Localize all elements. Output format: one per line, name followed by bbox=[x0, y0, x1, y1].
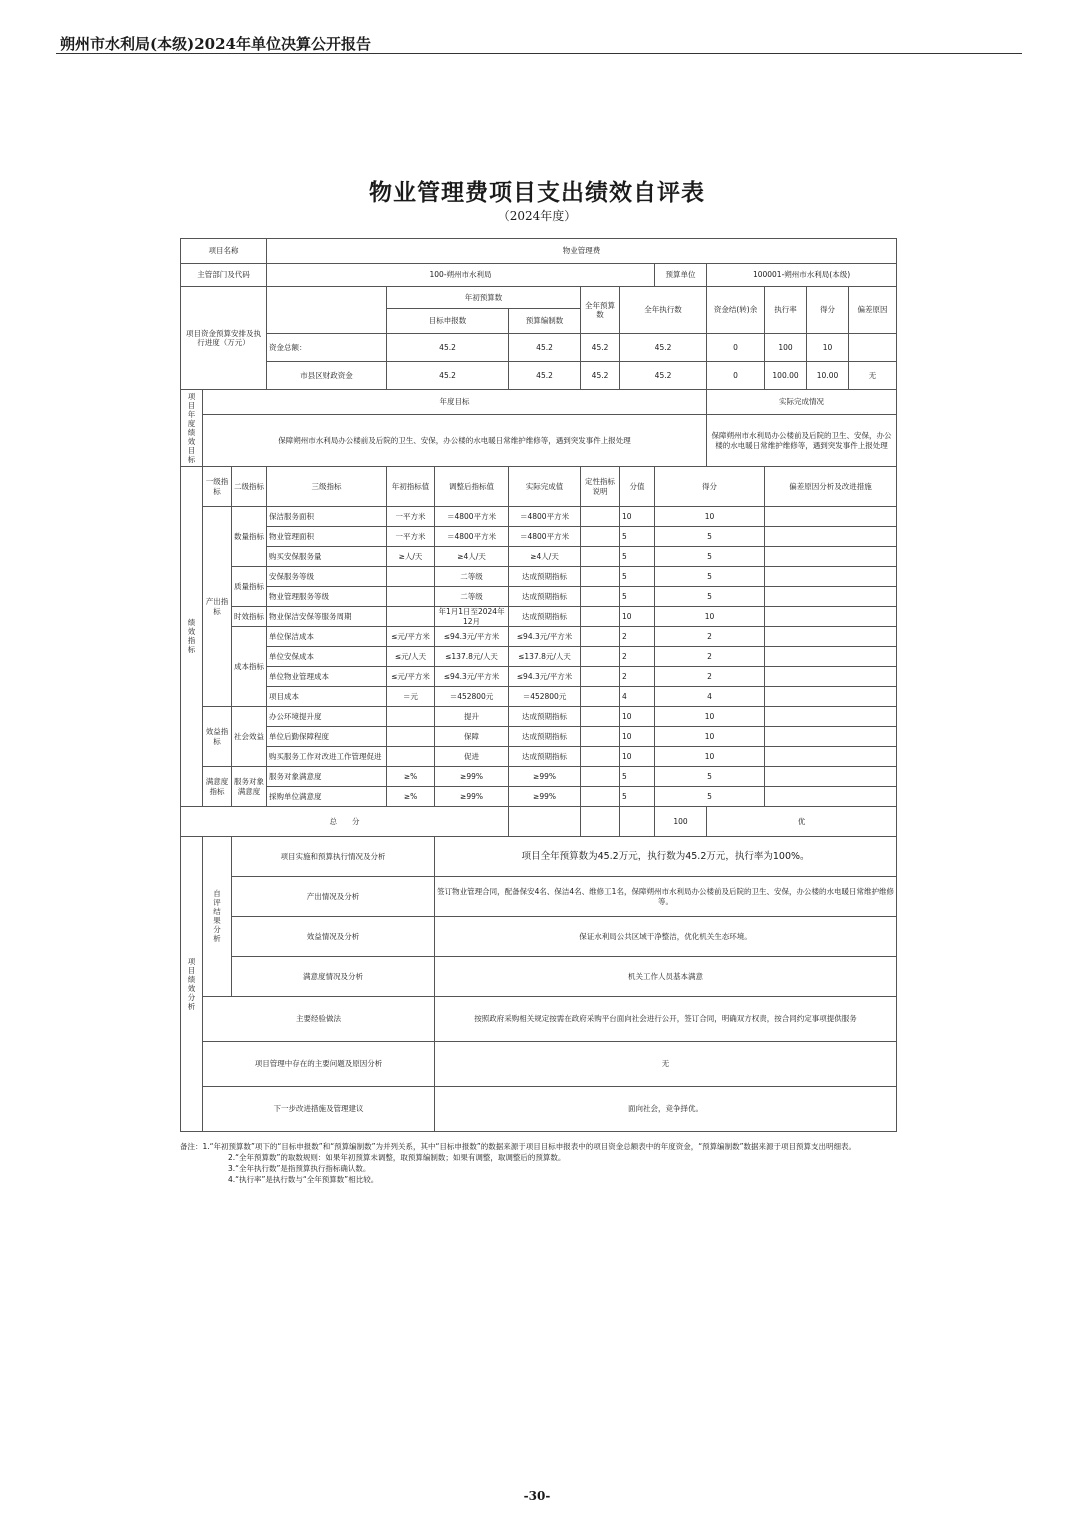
funds-section-label: 项目资金预算安排及执行进度（万元） bbox=[181, 287, 267, 390]
funds-row-full-year: 45.2 bbox=[581, 334, 620, 362]
ind-l3: 服务对象满意度 bbox=[267, 767, 387, 787]
ind-weight: 2 bbox=[620, 667, 655, 687]
funds-header-reason: 偏差原因 bbox=[849, 287, 897, 334]
ind-actual: 达成预期指标 bbox=[509, 747, 581, 767]
ind-analysis bbox=[765, 747, 897, 767]
ind-adjusted: ＝4800平方米 bbox=[435, 527, 509, 547]
analysis-other-value: 按照政府采购相关规定按需在政府采购平台面向社会进行公开，签订合同，明确双方权责，按合同约定事项提供服务 bbox=[435, 997, 897, 1042]
ind-weight: 2 bbox=[620, 627, 655, 647]
ind-adjusted: ≥99% bbox=[435, 787, 509, 807]
ind-score: 2 bbox=[655, 627, 765, 647]
ind-score: 10 bbox=[655, 727, 765, 747]
ind-header-analysis: 偏差原因分析及改进措施 bbox=[765, 467, 897, 507]
ind-actual: 达成预期指标 bbox=[509, 587, 581, 607]
ind-score: 5 bbox=[655, 767, 765, 787]
ind-l3: 购买安保服务量 bbox=[267, 547, 387, 567]
ind-adjusted: 促进 bbox=[435, 747, 509, 767]
l2-cost: 成本指标 bbox=[232, 627, 267, 707]
ind-weight: 2 bbox=[620, 647, 655, 667]
ind-initial: 一平方米 bbox=[387, 527, 435, 547]
total-label: 总 分 bbox=[181, 807, 509, 837]
analysis-other-value: 无 bbox=[435, 1042, 897, 1087]
note-line: 3.“全年执行数”是指预算执行指标确认数。 bbox=[228, 1163, 371, 1173]
total-blank-1 bbox=[509, 807, 581, 837]
ind-actual: ＝4800平方米 bbox=[509, 527, 581, 547]
analysis-other-label: 主要经验做法 bbox=[203, 997, 435, 1042]
analysis-section-label: 项目绩效分析 bbox=[181, 837, 203, 1132]
analysis-label: 产出情况及分析 bbox=[232, 877, 435, 917]
ind-header-initial: 年初指标值 bbox=[387, 467, 435, 507]
ind-header-score: 得分 bbox=[655, 467, 765, 507]
ind-score: 5 bbox=[655, 527, 765, 547]
funds-header-balance: 资金结(转)余 bbox=[707, 287, 765, 334]
ind-l3: 採购单位满意度 bbox=[267, 787, 387, 807]
ind-weight: 5 bbox=[620, 787, 655, 807]
self-eval-label: 自评结果分析 bbox=[203, 837, 232, 997]
ind-qual bbox=[581, 747, 620, 767]
funds-header-target: 目标申报数 bbox=[387, 309, 509, 334]
ind-l3: 保洁服务面积 bbox=[267, 507, 387, 527]
goal-section-label: 项目年度绩效目标 bbox=[181, 390, 203, 467]
l2-social: 社会效益 bbox=[232, 707, 267, 767]
ind-weight: 10 bbox=[620, 747, 655, 767]
funds-row-score: 10.00 bbox=[807, 362, 849, 390]
ind-header-weight: 分值 bbox=[620, 467, 655, 507]
funds-row-label: 资金总额： bbox=[267, 334, 387, 362]
ind-score: 10 bbox=[655, 507, 765, 527]
ind-qual bbox=[581, 687, 620, 707]
ind-analysis bbox=[765, 787, 897, 807]
ind-l3: 办公环境提升度 bbox=[267, 707, 387, 727]
funds-row-rate: 100 bbox=[765, 334, 807, 362]
ind-adjusted: 二等级 bbox=[435, 587, 509, 607]
ind-analysis bbox=[765, 507, 897, 527]
ind-initial: 一平方米 bbox=[387, 507, 435, 527]
ind-l3: 单位物业管理成本 bbox=[267, 667, 387, 687]
ind-adjusted: ≤94.3元/平方米 bbox=[435, 627, 509, 647]
ind-score: 2 bbox=[655, 647, 765, 667]
ind-header-qual: 定性指标说明 bbox=[581, 467, 620, 507]
ind-qual bbox=[581, 707, 620, 727]
ind-qual bbox=[581, 547, 620, 567]
funds-header-blank bbox=[267, 287, 387, 334]
note-line: 2.“全年预算数”的取数规则：如果年初预算未调整，取预算编制数；如果有调整，取调整后的预算数。 bbox=[228, 1152, 566, 1162]
ind-score: 10 bbox=[655, 707, 765, 727]
ind-actual: 达成预期指标 bbox=[509, 707, 581, 727]
ind-adjusted: 二等级 bbox=[435, 567, 509, 587]
l1-output: 产出指标 bbox=[203, 507, 232, 707]
ind-analysis bbox=[765, 627, 897, 647]
ind-score: 5 bbox=[655, 547, 765, 567]
funds-row-budget: 45.2 bbox=[509, 334, 581, 362]
ind-qual bbox=[581, 507, 620, 527]
project-name-value: 物业管理费 bbox=[267, 239, 897, 264]
total-blank-2 bbox=[581, 807, 620, 837]
actual-text: 保障朔州市水利局办公楼前及后院的卫生、安保，办公楼的水电暖日常维护维修等，遇到突发事件上报处理 bbox=[707, 415, 897, 467]
analysis-other-label: 下一步改进措施及管理建议 bbox=[203, 1087, 435, 1132]
ind-actual: ≥99% bbox=[509, 787, 581, 807]
ind-l3: 物业管理服务等级 bbox=[267, 587, 387, 607]
ind-header-actual: 实际完成值 bbox=[509, 467, 581, 507]
ind-score: 5 bbox=[655, 567, 765, 587]
ind-adjusted: 年1月1日至2024年12月 bbox=[435, 607, 509, 627]
ind-l3: 单位保洁成本 bbox=[267, 627, 387, 647]
ind-initial: ≥% bbox=[387, 787, 435, 807]
analysis-label: 效益情况及分析 bbox=[232, 917, 435, 957]
ind-weight: 5 bbox=[620, 587, 655, 607]
ind-qual bbox=[581, 647, 620, 667]
ind-analysis bbox=[765, 767, 897, 787]
total-blank-3 bbox=[620, 807, 655, 837]
ind-score: 5 bbox=[655, 587, 765, 607]
analysis-value: 项目全年预算数为45.2万元，执行数为45.2万元，执行率为100%。 bbox=[435, 837, 897, 877]
ind-adjusted: 保障 bbox=[435, 727, 509, 747]
ind-weight: 10 bbox=[620, 607, 655, 627]
l2-quality: 质量指标 bbox=[232, 567, 267, 607]
notes bbox=[180, 1142, 896, 1186]
ind-adjusted: ≤137.8元/人天 bbox=[435, 647, 509, 667]
page-title: 物业管理费项目支出绩效自评表 bbox=[369, 179, 705, 206]
funds-row-balance: 0 bbox=[707, 362, 765, 390]
analysis-value: 签订物业管理合同，配备保安4名、保洁4名、维修工1名，保障朔州市水利局办公楼前及后院的卫生、安保，办公楼的水电暖日常维护维修等。 bbox=[435, 877, 897, 917]
funds-header-score: 得分 bbox=[807, 287, 849, 334]
ind-l3: 单位安保成本 bbox=[267, 647, 387, 667]
ind-analysis bbox=[765, 587, 897, 607]
note-line: 4.“执行率”是执行数与“全年预算数”相比较。 bbox=[228, 1174, 379, 1184]
l2-service: 服务对象满意度 bbox=[232, 767, 267, 807]
analysis-label: 满意度情况及分析 bbox=[232, 957, 435, 997]
ind-header-l1: 一级指标 bbox=[203, 467, 232, 507]
ind-l3: 安保服务等级 bbox=[267, 567, 387, 587]
l1-satisfaction: 满意度指标 bbox=[203, 767, 232, 807]
ind-analysis bbox=[765, 547, 897, 567]
ind-qual bbox=[581, 627, 620, 647]
funds-header-budget: 预算编制数 bbox=[509, 309, 581, 334]
ind-actual: 达成预期指标 bbox=[509, 727, 581, 747]
ind-score: 2 bbox=[655, 667, 765, 687]
ind-qual bbox=[581, 527, 620, 547]
goal-text: 保障朔州市水利局办公楼前及后院的卫生、安保，办公楼的水电暖日常维护维修等，遇到突发事件上报处理 bbox=[203, 415, 707, 467]
funds-row-balance: 0 bbox=[707, 334, 765, 362]
ind-qual bbox=[581, 667, 620, 687]
ind-initial: ＝元 bbox=[387, 687, 435, 707]
l2-time: 时效指标 bbox=[232, 607, 267, 627]
funds-row-full-year: 45.2 bbox=[581, 362, 620, 390]
ind-score: 10 bbox=[655, 747, 765, 767]
ind-actual: 达成预期指标 bbox=[509, 607, 581, 627]
ind-initial: ≥% bbox=[387, 767, 435, 787]
funds-header-initial: 年初预算数 bbox=[387, 287, 581, 309]
dept-label: 主管部门及代码 bbox=[181, 264, 267, 287]
ind-l3: 物业管理面积 bbox=[267, 527, 387, 547]
ind-initial: ≤元/平方米 bbox=[387, 667, 435, 687]
ind-weight: 10 bbox=[620, 707, 655, 727]
ind-l3: 单位后勤保障程度 bbox=[267, 727, 387, 747]
ind-analysis bbox=[765, 667, 897, 687]
actual-header: 实际完成情况 bbox=[707, 390, 897, 415]
ind-adjusted: ＝4800平方米 bbox=[435, 507, 509, 527]
ind-qual bbox=[581, 587, 620, 607]
page-number: -30- bbox=[523, 1489, 551, 1503]
header-rule bbox=[56, 53, 1022, 54]
ind-initial bbox=[387, 587, 435, 607]
ind-actual: ≤94.3元/平方米 bbox=[509, 627, 581, 647]
ind-header-adjusted: 调整后指标值 bbox=[435, 467, 509, 507]
funds-row-target: 45.2 bbox=[387, 334, 509, 362]
ind-analysis bbox=[765, 647, 897, 667]
analysis-label: 项目实施和预算执行情况及分析 bbox=[232, 837, 435, 877]
ind-initial bbox=[387, 707, 435, 727]
page-subtitle: （2024年度） bbox=[497, 209, 577, 223]
ind-adjusted: 提升 bbox=[435, 707, 509, 727]
ind-actual: ≥99% bbox=[509, 767, 581, 787]
funds-row-target: 45.2 bbox=[387, 362, 509, 390]
funds-header-full-year: 全年预算数 bbox=[581, 287, 620, 334]
ind-adjusted: ≥99% bbox=[435, 767, 509, 787]
ind-initial: ≤元/平方米 bbox=[387, 627, 435, 647]
l2-quantity: 数量指标 bbox=[232, 507, 267, 567]
ind-weight: 10 bbox=[620, 507, 655, 527]
note-line: 备注：1.“年初预算数”项下的“目标申报数”和“预算编制数”为并列关系，其中“目标申报数”的数据来源于项目目标申报表中的项目资金总额表中的年度资金，“预算编制数”数据来源于项目预算支出明细表。 bbox=[180, 1142, 857, 1151]
l1-effect: 效益指标 bbox=[203, 707, 232, 767]
ind-initial bbox=[387, 747, 435, 767]
ind-header-l2: 二级指标 bbox=[232, 467, 267, 507]
ind-score: 10 bbox=[655, 607, 765, 627]
funds-row-score: 10 bbox=[807, 334, 849, 362]
ind-weight: 5 bbox=[620, 547, 655, 567]
funds-header-executed: 全年执行数 bbox=[620, 287, 707, 334]
ind-actual: ＝452800元 bbox=[509, 687, 581, 707]
ind-weight: 5 bbox=[620, 527, 655, 547]
ind-weight: 4 bbox=[620, 687, 655, 707]
ind-analysis bbox=[765, 567, 897, 587]
ind-adjusted: ≤94.3元/平方米 bbox=[435, 667, 509, 687]
funds-row-reason: 无 bbox=[849, 362, 897, 390]
ind-actual: ≤94.3元/平方米 bbox=[509, 667, 581, 687]
document-header: 朔州市水利局(本级)2024年单位决算公开报告 bbox=[60, 35, 371, 53]
funds-row-executed: 45.2 bbox=[620, 334, 707, 362]
ind-analysis bbox=[765, 687, 897, 707]
ind-qual bbox=[581, 787, 620, 807]
dept-value: 100-朔州市水利局 bbox=[267, 264, 655, 287]
indicators-section-label: 绩效指标 bbox=[181, 467, 203, 807]
total-score: 100 bbox=[655, 807, 707, 837]
analysis-value: 机关工作人员基本满意 bbox=[435, 957, 897, 997]
unit-value: 100001-朔州市水利局(本级) bbox=[707, 264, 897, 287]
ind-weight: 5 bbox=[620, 767, 655, 787]
ind-initial bbox=[387, 727, 435, 747]
unit-label: 预算单位 bbox=[655, 264, 707, 287]
ind-qual bbox=[581, 727, 620, 747]
ind-adjusted: ＝452800元 bbox=[435, 687, 509, 707]
funds-row-label: 市县区财政资金 bbox=[267, 362, 387, 390]
analysis-other-label: 项目管理中存在的主要问题及原因分析 bbox=[203, 1042, 435, 1087]
ind-l3: 购买服务工作对改进工作管理促进 bbox=[267, 747, 387, 767]
ind-qual bbox=[581, 567, 620, 587]
ind-analysis bbox=[765, 707, 897, 727]
goal-header: 年度目标 bbox=[203, 390, 707, 415]
analysis-value: 保证水利局公共区域干净整洁，优化机关生态环境。 bbox=[435, 917, 897, 957]
ind-weight: 10 bbox=[620, 727, 655, 747]
ind-analysis bbox=[765, 727, 897, 747]
ind-initial bbox=[387, 607, 435, 627]
ind-actual: ≥4人/天 bbox=[509, 547, 581, 567]
ind-actual: ＝4800平方米 bbox=[509, 507, 581, 527]
analysis-other-value: 面向社会，竞争择优。 bbox=[435, 1087, 897, 1132]
ind-weight: 5 bbox=[620, 567, 655, 587]
funds-row-reason bbox=[849, 334, 897, 362]
funds-row-rate: 100.00 bbox=[765, 362, 807, 390]
ind-initial: ≥人/天 bbox=[387, 547, 435, 567]
ind-header-l3: 三级指标 bbox=[267, 467, 387, 507]
total-grade: 优 bbox=[707, 807, 897, 837]
ind-analysis bbox=[765, 527, 897, 547]
project-name-label: 项目名称 bbox=[181, 239, 267, 264]
ind-initial: ≤元/人天 bbox=[387, 647, 435, 667]
ind-l3: 物业保洁安保等服务周期 bbox=[267, 607, 387, 627]
ind-score: 5 bbox=[655, 787, 765, 807]
ind-actual: 达成预期指标 bbox=[509, 567, 581, 587]
ind-actual: ≤137.8元/人天 bbox=[509, 647, 581, 667]
ind-initial bbox=[387, 567, 435, 587]
evaluation-table bbox=[180, 238, 897, 1132]
ind-qual bbox=[581, 607, 620, 627]
ind-qual bbox=[581, 767, 620, 787]
ind-adjusted: ≥4人/天 bbox=[435, 547, 509, 567]
funds-row-executed: 45.2 bbox=[620, 362, 707, 390]
ind-analysis bbox=[765, 607, 897, 627]
funds-header-rate: 执行率 bbox=[765, 287, 807, 334]
funds-row-budget: 45.2 bbox=[509, 362, 581, 390]
ind-score: 4 bbox=[655, 687, 765, 707]
ind-l3: 项目成本 bbox=[267, 687, 387, 707]
